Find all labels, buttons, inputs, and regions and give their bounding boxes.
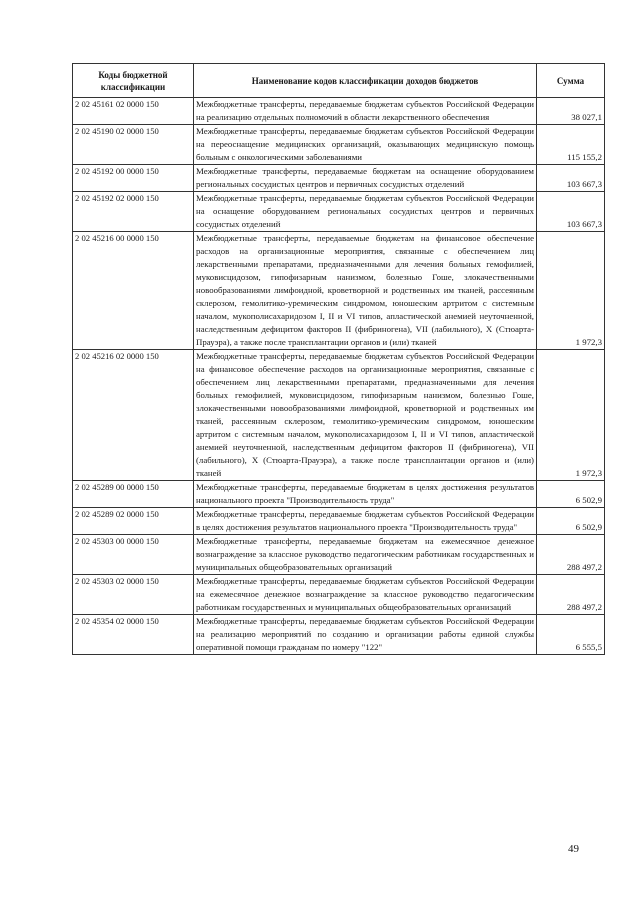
sum-cell: 6 555,5 bbox=[537, 615, 605, 655]
page-number: 49 bbox=[568, 843, 579, 855]
code-cell: 2 02 45192 02 0000 150 bbox=[73, 192, 194, 232]
name-cell: Межбюджетные трансферты, передаваемые бюджетам субъектов Российской Федерации на переоснащение медицинских организаций, оказывающих медицинскую помощь больным с онкологическими заболеваниями bbox=[194, 125, 537, 165]
name-cell: Межбюджетные трансферты, передаваемые бюджетам субъектов Российской Федерации на ежемесячное денежное вознаграждение за классное руководство педагогическим работникам государственных и муниципальных общеобразовательных организаций bbox=[194, 575, 537, 615]
code-cell: 2 02 45190 02 0000 150 bbox=[73, 125, 194, 165]
table-row bbox=[73, 350, 605, 481]
sum-cell: 115 155,2 bbox=[537, 125, 605, 165]
table-row bbox=[73, 98, 605, 125]
code-cell: 2 02 45289 00 0000 150 bbox=[73, 481, 194, 508]
sum-cell: 38 027,1 bbox=[537, 98, 605, 125]
name-cell: Межбюджетные трансферты, передаваемые бюджетам на оснащение оборудованием региональных сосудистых центров и первичных сосудистых отделений bbox=[194, 165, 537, 192]
name-cell: Межбюджетные трансферты, передаваемые бюджетам субъектов Российской Федерации на финансовое обеспечение расходов на организационные мероприятия, связанные с обеспечением лиц лекарственными препаратами, предназначенными для лечения больных гемофилией, муковисцидозом, гипофизарным нанизмом, болезнью Гоше, злокачественными новообразованиями лимфоидной, кроветворной и родственных им тканей, рассеянным склерозом, гемолитико-уремическим синдромом, юношеским артритом с системным началом, мукополисахаридозом I, II и VI типов, апластической анемией неуточненной, наследственным дефицитом факторов II (фибриногена), VII (лабильного), X (Стюарта-Прауэра), а также после трансплантации органов и (или) тканей bbox=[194, 350, 537, 481]
sum-cell: 103 667,3 bbox=[537, 165, 605, 192]
table-row bbox=[73, 615, 605, 655]
sum-cell: 103 667,3 bbox=[537, 192, 605, 232]
name-cell: Межбюджетные трансферты, передаваемые бюджетам субъектов Российской Федерации на реализацию отдельных полномочий в области лекарственного обеспечения bbox=[194, 98, 537, 125]
name-cell: Межбюджетные трансферты, передаваемые бюджетам субъектов Российской Федерации на оснащение оборудованием региональных сосудистых центров и первичных сосудистых отделений bbox=[194, 192, 537, 232]
code-cell: 2 02 45289 02 0000 150 bbox=[73, 508, 194, 535]
revenue-codes-table bbox=[72, 63, 605, 655]
table-row bbox=[73, 481, 605, 508]
header-sum: Сумма bbox=[537, 64, 605, 98]
sum-cell: 6 502,9 bbox=[537, 481, 605, 508]
table-row bbox=[73, 165, 605, 192]
sum-cell: 6 502,9 bbox=[537, 508, 605, 535]
code-cell: 2 02 45303 02 0000 150 bbox=[73, 575, 194, 615]
code-cell: 2 02 45303 00 0000 150 bbox=[73, 535, 194, 575]
sum-cell: 1 972,3 bbox=[537, 350, 605, 481]
name-cell: Межбюджетные трансферты, передаваемые бюджетам в целях достижения результатов национального проекта "Производительность труда" bbox=[194, 481, 537, 508]
table-row bbox=[73, 508, 605, 535]
table-body bbox=[73, 98, 605, 655]
table-row bbox=[73, 575, 605, 615]
name-cell: Межбюджетные трансферты, передаваемые бюджетам на финансовое обеспечение расходов на организационные мероприятия, связанные с обеспечением лиц лекарственными препаратами, предназначенными для лечения больных гемофилией, муковисцидозом, гипофизарным нанизмом, болезнью Гоше, злокачественными новообразованиями лимфоидной, кроветворной и родственных им тканей, рассеянным склерозом, гемолитико-уремическим синдромом, юношеским артритом с системным началом, мукополисахаридозом I, II и VI типов, апластической анемией неуточненной, наследственным дефицитом факторов II (фибриногена), VII (лабильного), X (Стюарта-Прауэра), а также после трансплантации органов и (или) тканей bbox=[194, 232, 537, 350]
header-codes: Коды бюджетной классификации bbox=[73, 64, 194, 98]
sum-cell: 288 497,2 bbox=[537, 535, 605, 575]
name-cell: Межбюджетные трансферты, передаваемые бюджетам субъектов Российской Федерации в целях достижения результатов национального проекта "Производительность труда" bbox=[194, 508, 537, 535]
header-name: Наименование кодов классификации доходов бюджетов bbox=[194, 64, 537, 98]
table-header-row bbox=[73, 64, 605, 98]
code-cell: 2 02 45354 02 0000 150 bbox=[73, 615, 194, 655]
name-cell: Межбюджетные трансферты, передаваемые бюджетам субъектов Российской Федерации на реализацию мероприятий по созданию и организации работы единой службы оперативной помощи гражданам по номеру "122" bbox=[194, 615, 537, 655]
code-cell: 2 02 45161 02 0000 150 bbox=[73, 98, 194, 125]
code-cell: 2 02 45216 00 0000 150 bbox=[73, 232, 194, 350]
table-row bbox=[73, 535, 605, 575]
code-cell: 2 02 45216 02 0000 150 bbox=[73, 350, 194, 481]
sum-cell: 288 497,2 bbox=[537, 575, 605, 615]
sum-cell: 1 972,3 bbox=[537, 232, 605, 350]
table-row bbox=[73, 125, 605, 165]
table-row bbox=[73, 192, 605, 232]
table-row bbox=[73, 232, 605, 350]
code-cell: 2 02 45192 00 0000 150 bbox=[73, 165, 194, 192]
name-cell: Межбюджетные трансферты, передаваемые бюджетам на ежемесячное денежное вознаграждение за классное руководство педагогическим работникам государственных и муниципальных общеобразовательных организаций bbox=[194, 535, 537, 575]
